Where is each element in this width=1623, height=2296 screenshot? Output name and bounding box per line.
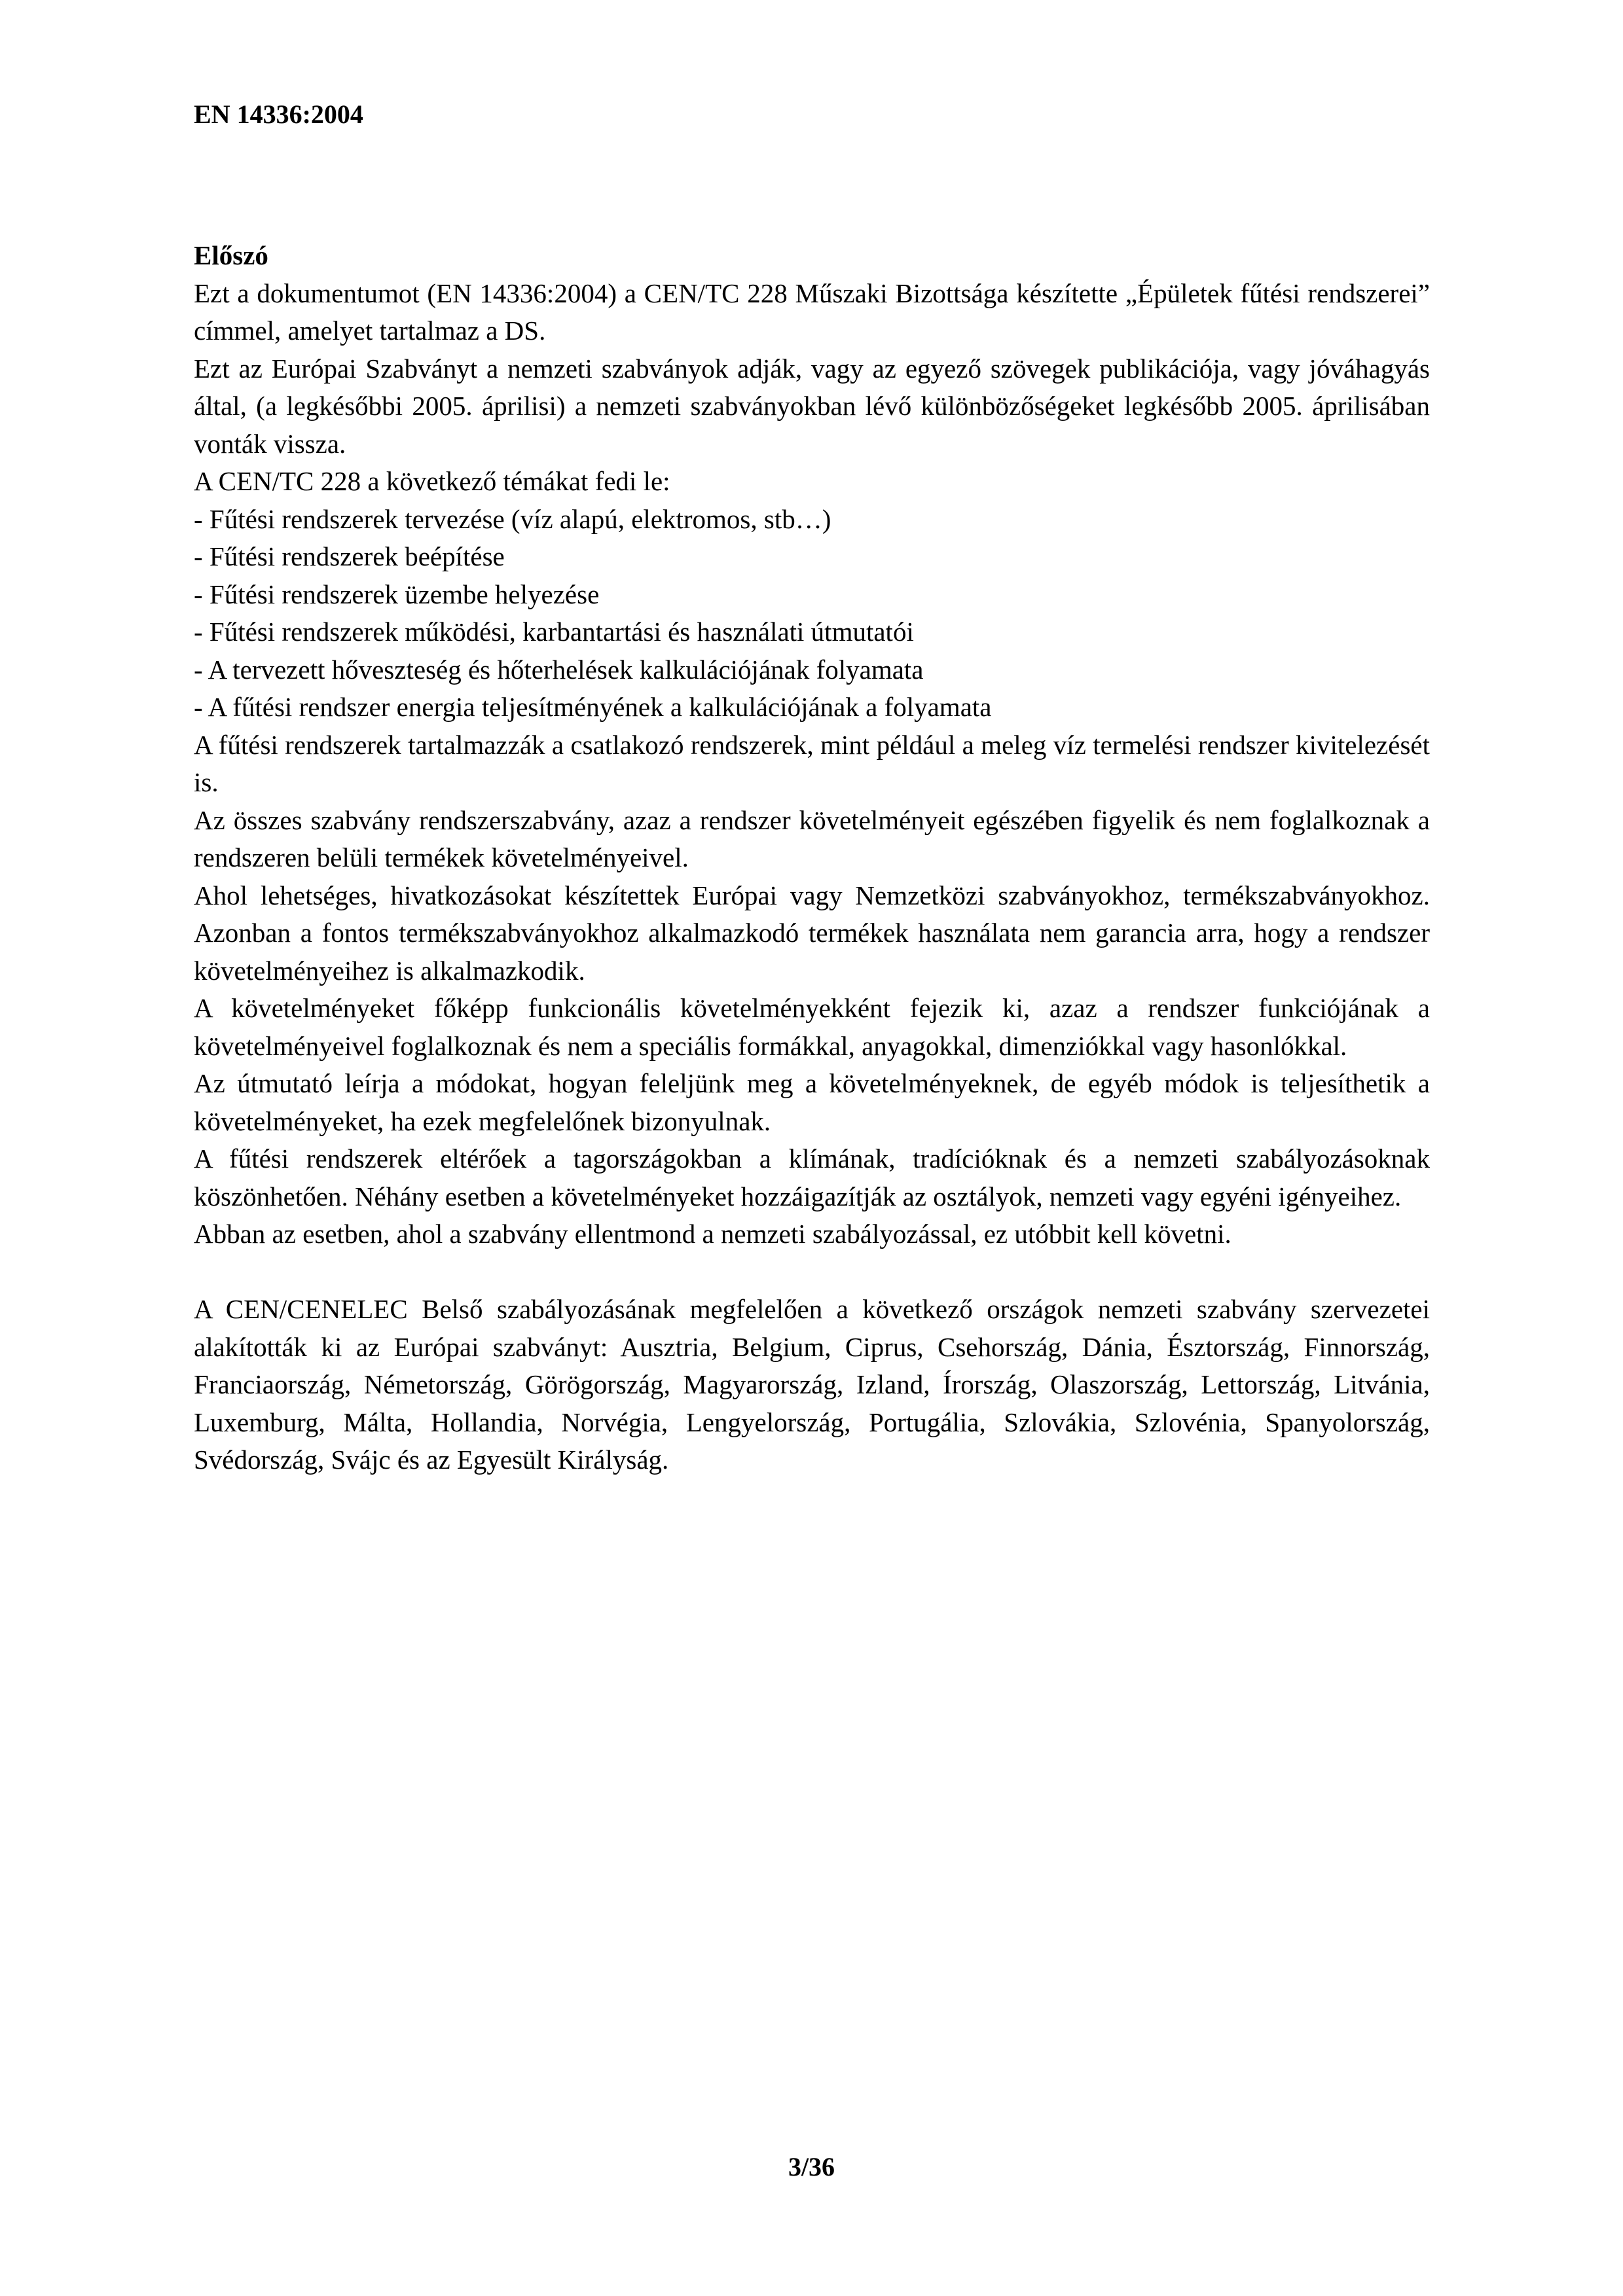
body-paragraph-7: Abban az esetben, ahol a szabvány ellentmond a nemzeti szabályozással, ez utóbbit kell követni. bbox=[194, 1219, 1231, 1249]
body-paragraph-4: A követelményeket főképp funkcionális követelményekként fejezik ki, azaz a rendszer funkciójának a követelményeivel foglalkoznak és nem a speciális formákkal, anyagokkal, dimenziókkal vagy hasonlókkal. bbox=[194, 993, 1430, 1061]
list-item: - Fűtési rendszerek működési, karbantartási és használati útmutatói bbox=[194, 617, 914, 647]
intro-paragraph-1: Ezt a dokumentumot (EN 14336:2004) a CEN/TC 228 Műszaki Bizottsága készítette „Épületek fűtési rendszerei” címmel, amelyet tartalmaz a DS. bbox=[194, 278, 1430, 346]
body-paragraph-5: Az útmutató leírja a módokat, hogyan feleljünk meg a követelményeknek, de egyéb módok is teljesíthetik a követelményeket, ha ezek megfelelőnek bizonyulnak. bbox=[194, 1068, 1430, 1136]
closing-paragraph: A CEN/CENELEC Belső szabályozásának megfelelően a következő országok nemzeti szabvány szervezetei alakították ki az Európai szabványt: Ausztria, Belgium, Ciprus, Csehország, Dánia, Észtország, Finnország, Franciaország, Németország, Görögország, Magyarország, Izland, Írország, Olaszország, Lettország, Litvánia, Luxemburg, Málta, Hollandia, Norvégia, Lengyelország, Portugália, Szlovákia, Szlovénia, Spanyolország, Svédország, Svájc és az Egyesült Királyság. bbox=[194, 1294, 1430, 1475]
document-body bbox=[194, 237, 1430, 1479]
list-item: - Fűtési rendszerek üzembe helyezése bbox=[194, 579, 600, 609]
list-item: - A tervezett hőveszteség és hőterhelések kalkulációjának folyamata bbox=[194, 654, 924, 685]
list-item: - Fűtési rendszerek beépítése bbox=[194, 541, 505, 571]
section-title: Előszó bbox=[194, 240, 268, 270]
topics-intro: A CEN/TC 228 a következő témákat fedi le: bbox=[194, 466, 670, 496]
list-item: - A fűtési rendszer energia teljesítményének a kalkulációjának a folyamata bbox=[194, 692, 992, 722]
body-paragraph-1: A fűtési rendszerek tartalmazzák a csatlakozó rendszerek, mint például a meleg víz termelési rendszer kivitelezését is. bbox=[194, 729, 1430, 797]
page-number: 3/36 bbox=[788, 2152, 835, 2181]
topics-list bbox=[194, 501, 1430, 726]
paragraph-spacer bbox=[194, 1253, 1430, 1291]
list-item: - Fűtési rendszerek tervezése (víz alapú, elektromos, stb…) bbox=[194, 503, 831, 534]
body-paragraph-3: Ahol lehetséges, hivatkozásokat készítettek Európai vagy Nemzetközi szabványokhoz, termékszabványokhoz. Azonban a fontos termékszabványokhoz alkalmazkodó termékek használata nem garancia arra, hogy a rendszer követelményeihez is alkalmazkodik. bbox=[194, 880, 1430, 986]
intro-paragraph-2: Ezt az Európai Szabványt a nemzeti szabványok adják, vagy az egyező szövegek publikációja, vagy jóváhagyás által, (a legkésőbbi 2005. áprilisi) a nemzeti szabványokban lévő különbözőségeket legkésőbb 2005. áprilisában vonták vissza. bbox=[194, 353, 1430, 459]
document-id-header: EN 14336:2004 bbox=[194, 99, 363, 129]
body-paragraph-2: Az összes szabvány rendszerszabvány, azaz a rendszer követelményeit egészében figyelik és nem foglalkoznak a rendszeren belüli termékek követelményeivel. bbox=[194, 804, 1430, 872]
body-paragraph-6: A fűtési rendszerek eltérőek a tagországokban a klímának, tradícióknak és a nemzeti szabályozásoknak köszönhetően. Néhány esetben a követelményeket hozzáigazítják az osztályok, nemzeti vagy egyéni igényeihez. bbox=[194, 1143, 1430, 1211]
